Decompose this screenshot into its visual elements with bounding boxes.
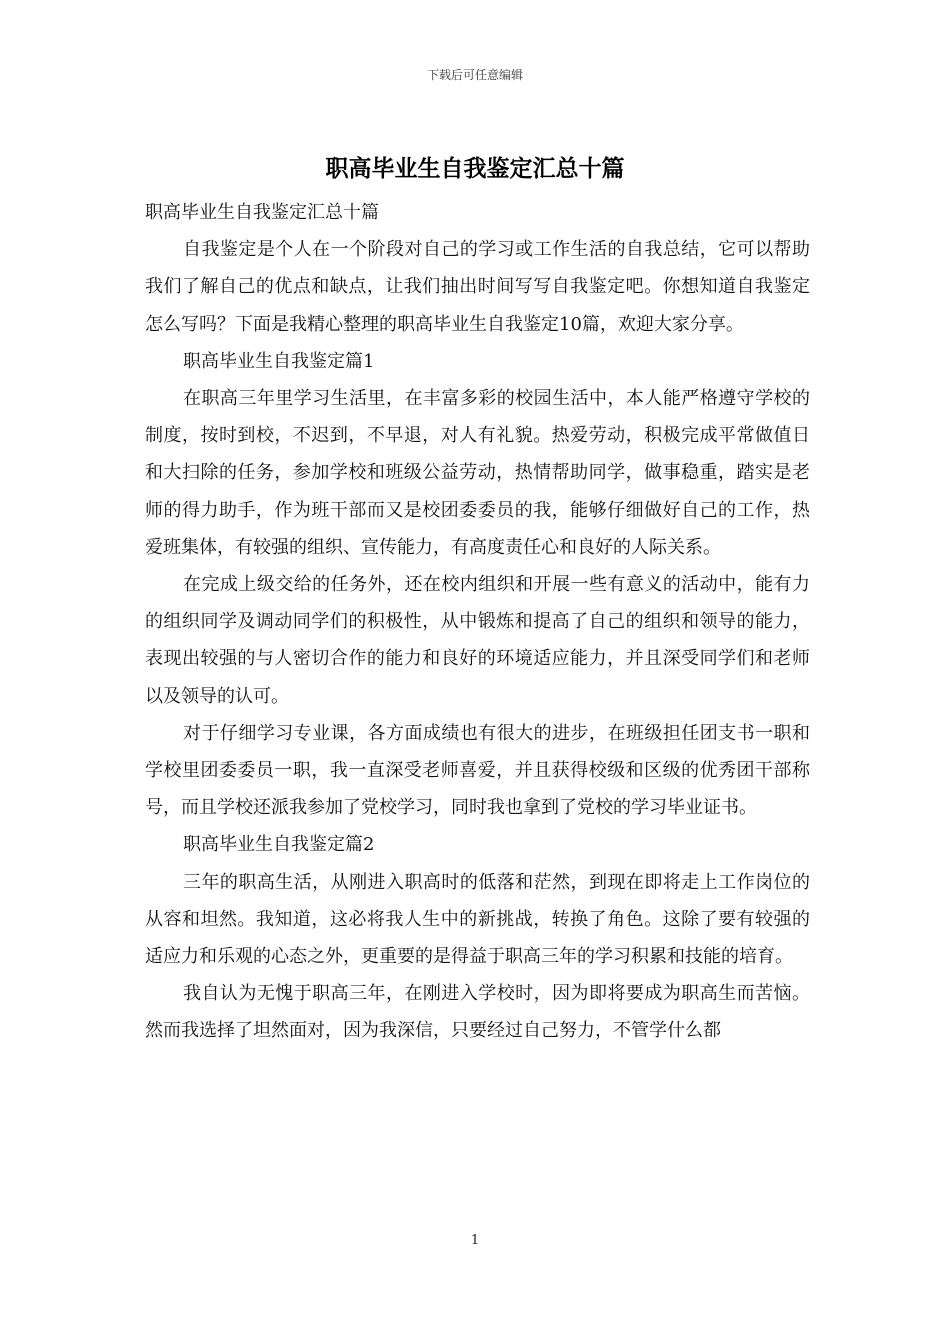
paragraph: 三年的职高生活，从刚进入职高时的低落和茫然，到现在即将走上工作岗位的从容和坦然。我知道，这必将我人生中的新挑战，转换了角色。这除了要有较强的适应力和乐观的心态之外，更重要的是得益于职高三年的学习积累和技能的培育。 xyxy=(145,871,810,968)
intro-paragraph: 自我鉴定是个人在一个阶段对自己的学习或工作生活的自我总结，它可以帮助我们了解自己的优点和缺点，让我们抽出时间写写自我鉴定吧。你想知道自我鉴定怎么写吗？下面是我精心整理的职高毕业生自我鉴定10篇，欢迎大家分享。 xyxy=(145,239,810,335)
section-heading-2: 职高毕业生自我鉴定篇2 xyxy=(183,834,375,856)
paragraph: 我自认为无愧于职高三年，在刚进入学校时，因为即将要成为职高生而苦恼。然而我选择了坦然面对，因为我深信，只要经过自己努力，不管学什么都 xyxy=(145,983,810,1042)
section-heading-1: 职高毕业生自我鉴定篇1 xyxy=(183,350,375,372)
document-subtitle: 职高毕业生自我鉴定汇总十篇 xyxy=(145,202,379,223)
paragraph: 在职高三年里学习生活里，在丰富多彩的校园生活中，本人能严格遵守学校的制度，按时到校，不迟到，不早退，对人有礼貌。热爱劳动，积极完成平常做值日和大扫除的任务，参加学校和班级公益劳动，热情帮助同学，做事稳重，踏实是老师的得力助手，作为班干部而又是校团委委员的我，能够仔细做好自己的工作，热爱班集体，有较强的组织、宣传能力，有高度责任心和良好的人际关系。 xyxy=(145,388,810,558)
header-note: 下载后可任意编辑 xyxy=(426,68,523,82)
paragraph: 在完成上级交给的任务外，还在校内组织和开展一些有意义的活动中，能有力的组织同学及调动同学们的积极性，从中锻炼和提高了自己的组织和领导的能力，表现出较强的与人密切合作的能力和良好的环境适应能力，并且深受同学们和老师以及领导的认可。 xyxy=(145,574,810,707)
document-body xyxy=(145,194,810,1050)
page-number: 1 xyxy=(470,1233,480,1248)
document-title: 职高毕业生自我鉴定汇总十篇 xyxy=(325,155,625,182)
paragraph: 对于仔细学习专业课，各方面成绩也有很大的进步，在班级担任团支书一职和学校里团委委员一职，我一直深受老师喜爱，并且获得校级和区级的优秀团干部称号，而且学校还派我参加了党校学习，同时我也拿到了党校的学习毕业证书。 xyxy=(145,722,810,819)
